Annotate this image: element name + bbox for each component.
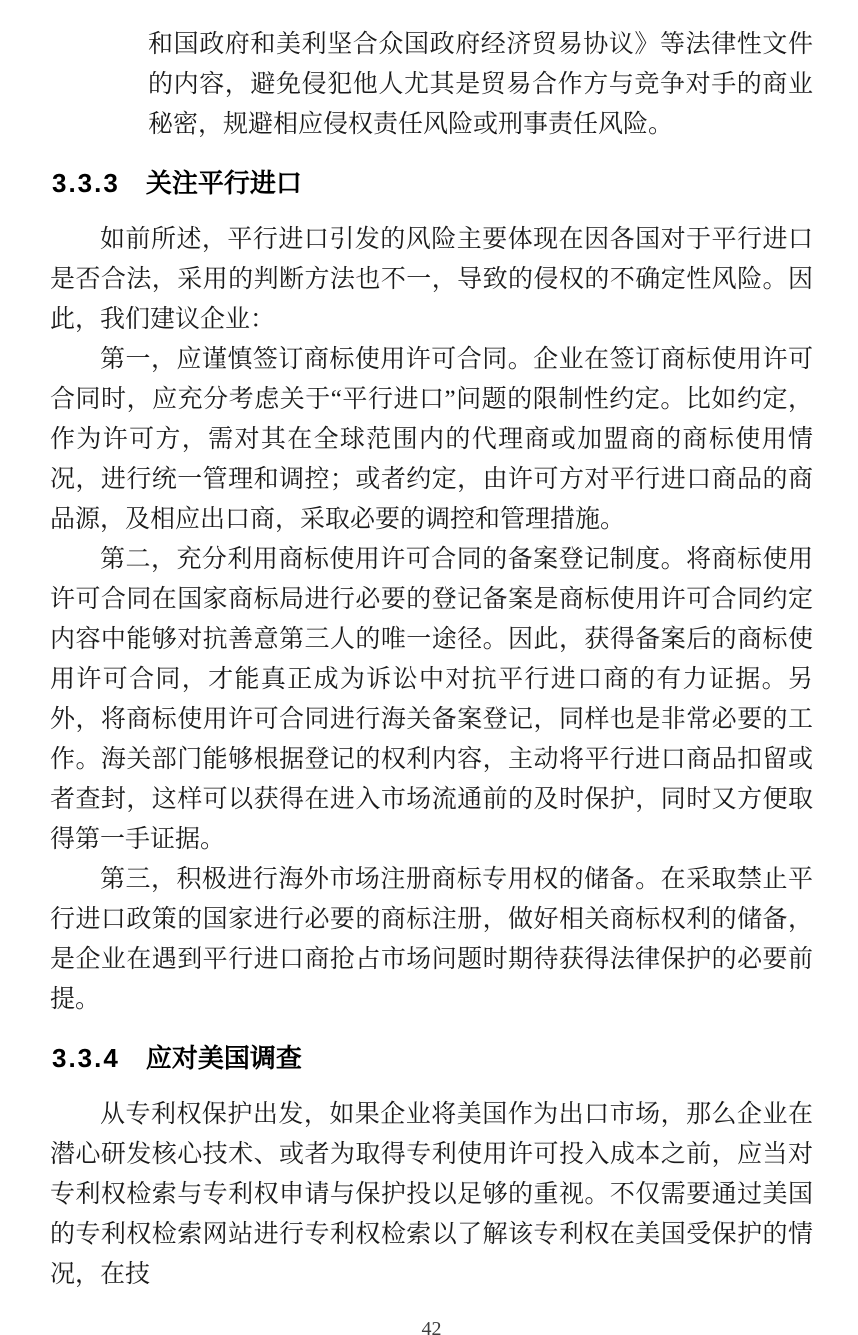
section-3-3-4-body <box>50 1095 813 1295</box>
page-number: 42 <box>421 1318 442 1335</box>
paragraph: 从专利权保护出发，如果企业将美国作为出口市场，那么企业在潜心研发核心技术、或者为取得专利使用许可投入成本之前，应当对专利权检索与专利权申请与保护投以足够的重视。不仅需要通过美国的专利权检索网站进行专利权检索以了解该专利权在美国受保护的情况，在技 <box>50 1101 813 1288</box>
section-heading-3-3-4 <box>52 1040 813 1076</box>
section-number: 3.3.4 <box>52 1043 120 1073</box>
section-3-3-3-body <box>50 220 813 1020</box>
paragraph: 第二，充分利用商标使用许可合同的备案登记制度。将商标使用许可合同在国家商标局进行必要的登记备案是商标使用许可合同约定内容中能够对抗善意第三人的唯一途径。因此，获得备案后的商标使用许可合同，才能真正成为诉讼中对抗平行进口商的有力证据。另外，将商标使用许可合同进行海关备案登记，同样也是非常必要的工作。海关部门能够根据登记的权利内容，主动将平行进口商品扣留或者查封，这样可以获得在进入市场流通前的及时保护，同时又方便取得第一手证据。 <box>50 546 813 853</box>
section-title: 关注平行进口 <box>145 168 302 198</box>
paragraph: 第三，积极进行海外市场注册商标专用权的储备。在采取禁止平行进口政策的国家进行必要的商标注册，做好相关商标权利的储备，是企业在遇到平行进口商抢占市场问题时期待获得法律保护的必要前提。 <box>50 866 813 1013</box>
section-number: 3.3.3 <box>52 168 120 198</box>
continuation-paragraph: 和国政府和美利坚合众国政府经济贸易协议》等法律性文件的内容，避免侵犯他人尤其是贸易合作方与竞争对手的商业秘密，规避相应侵权责任风险或刑事责任风险。 <box>148 31 813 138</box>
paragraph: 第一，应谨慎签订商标使用许可合同。企业在签订商标使用许可合同时，应充分考虑关于“平行进口”问题的限制性约定。比如约定，作为许可方，需对其在全球范围内的代理商或加盟商的商标使用情况，进行统一管理和调控；或者约定，由许可方对平行进口商品的商品源，及相应出口商，采取必要的调控和管理措施。 <box>50 346 813 533</box>
section-title: 应对美国调查 <box>145 1043 302 1073</box>
paragraph: 如前所述，平行进口引发的风险主要体现在因各国对于平行进口是否合法，采用的判断方法也不一，导致的侵权的不确定性风险。因此，我们建议企业： <box>50 226 813 333</box>
section-heading-3-3-3 <box>52 165 813 201</box>
